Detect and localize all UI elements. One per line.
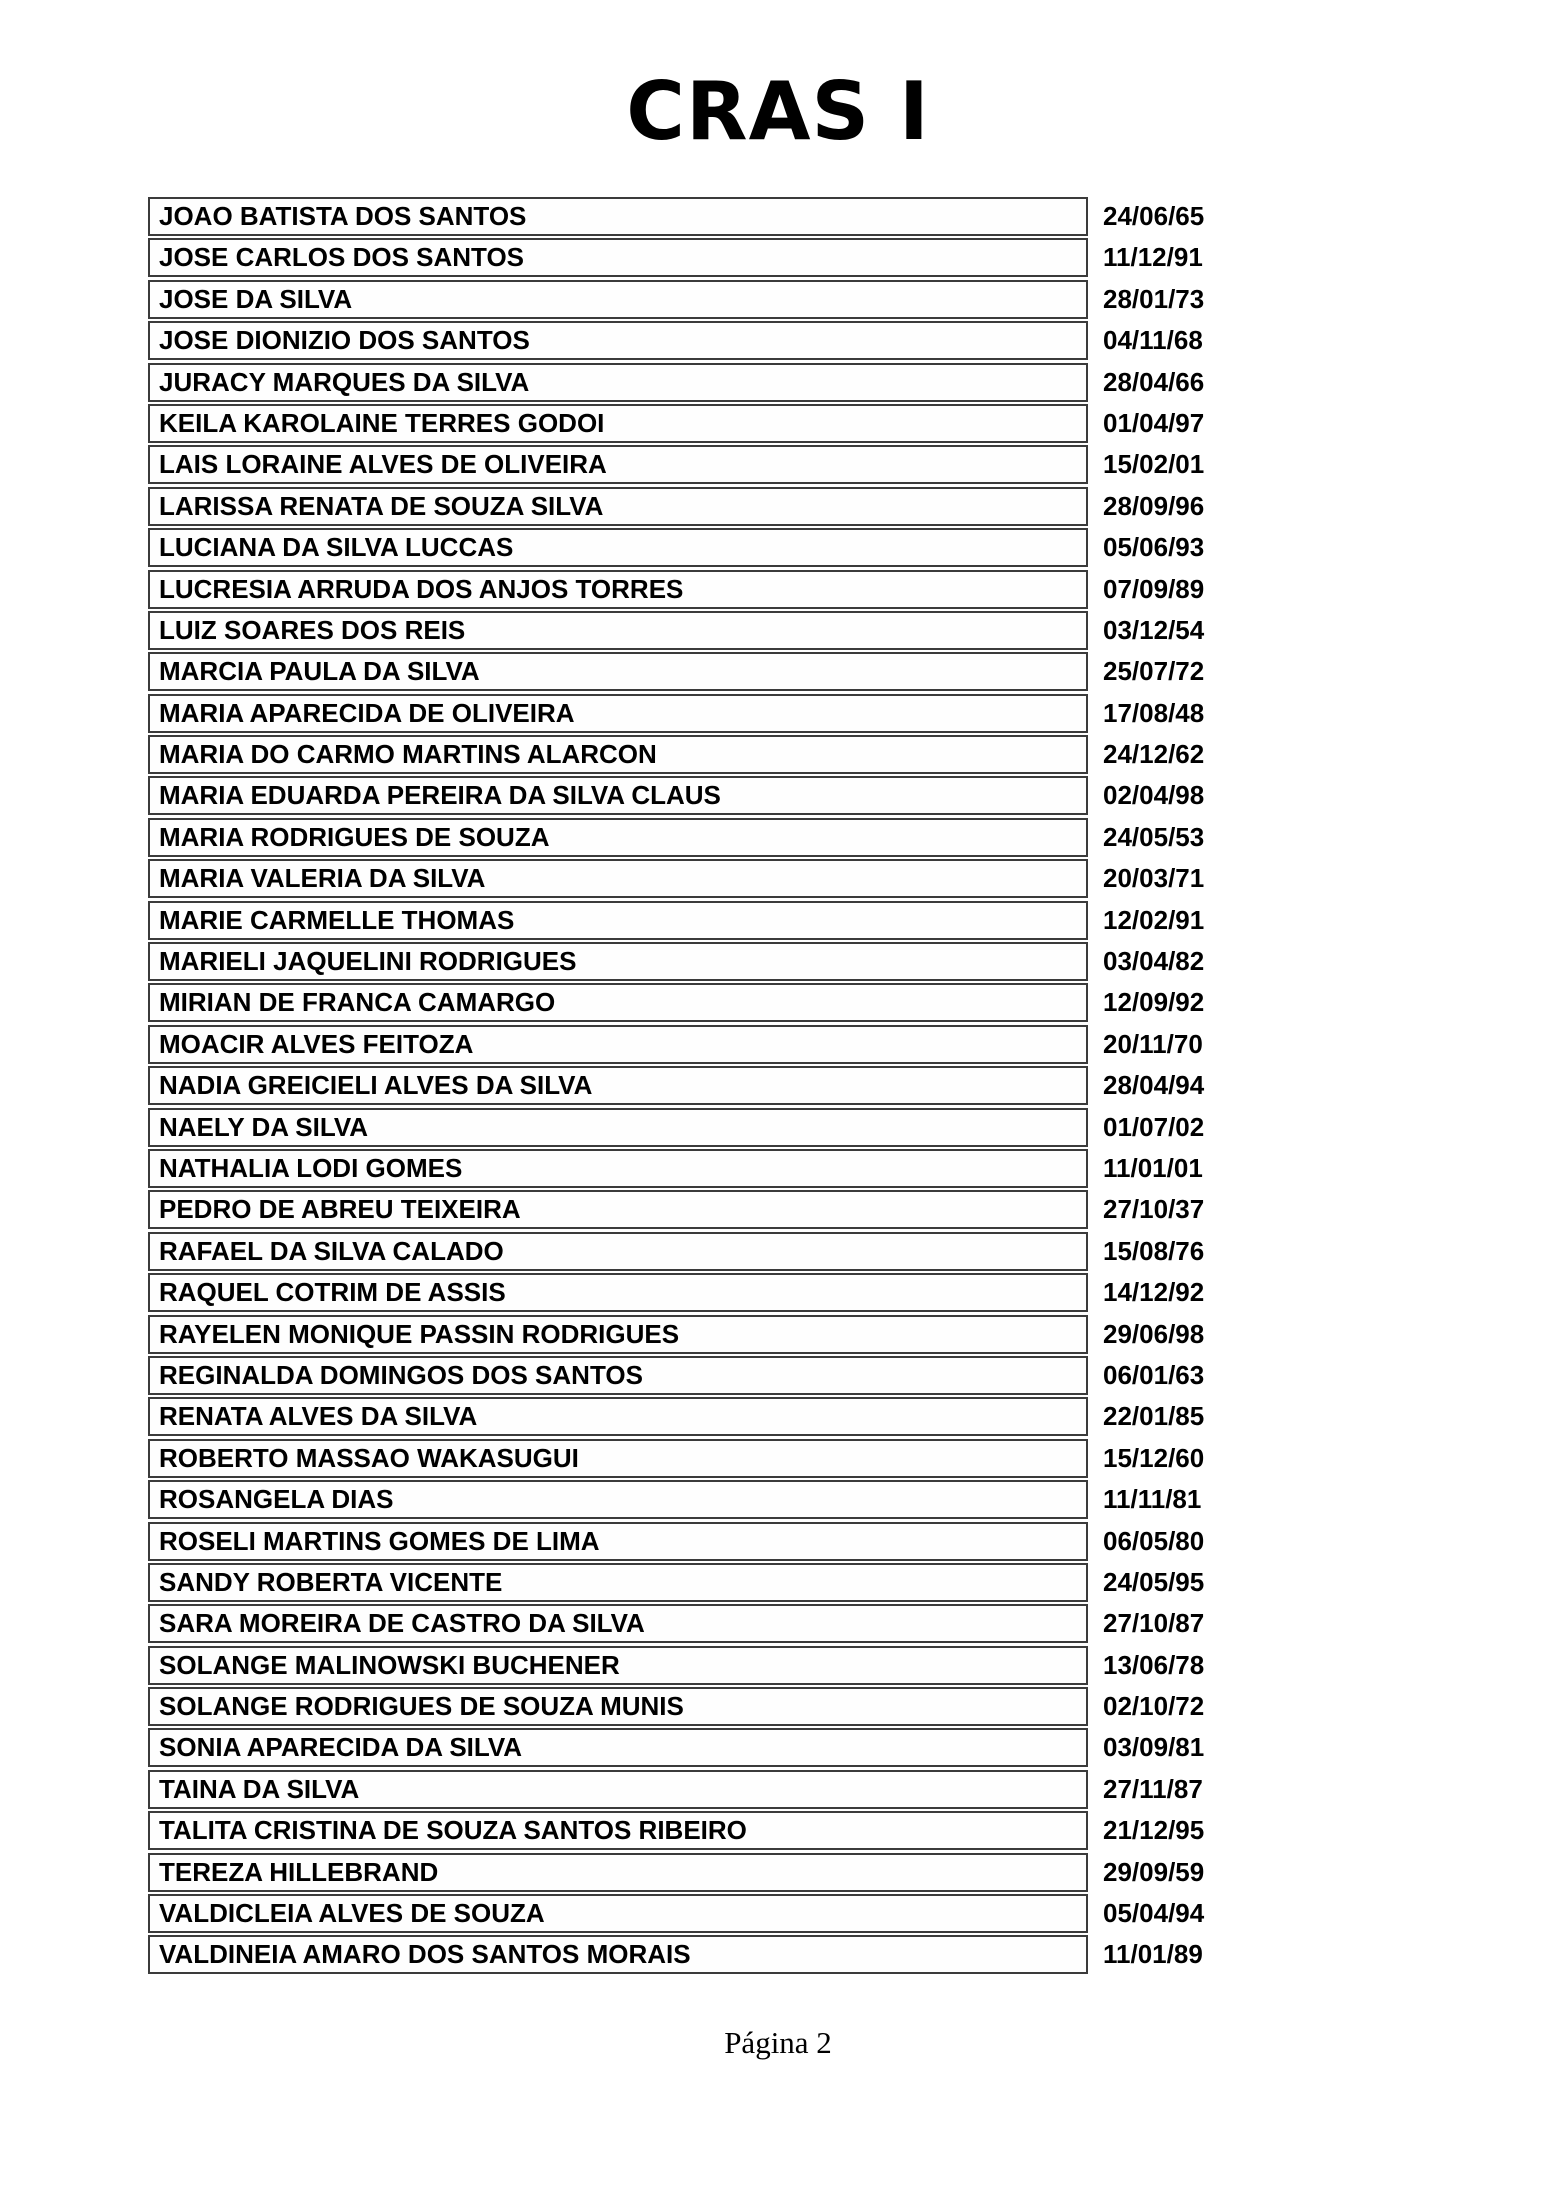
row-name: TALITA CRISTINA DE SOUZA SANTOS RIBEIRO <box>148 1811 1088 1850</box>
row-name: JOAO BATISTA DOS SANTOS <box>148 197 1088 236</box>
row-name: NAELY DA SILVA <box>148 1108 1088 1147</box>
row-date: 15/08/76 <box>1103 1235 1205 1266</box>
row-name: MIRIAN DE FRANCA CAMARGO <box>148 983 1088 1022</box>
table-row <box>148 1853 1258 1892</box>
table-row <box>148 983 1258 1022</box>
row-name: VALDICLEIA ALVES DE SOUZA <box>148 1894 1088 1933</box>
table-row <box>148 1522 1258 1561</box>
row-date: 24/05/95 <box>1103 1566 1205 1597</box>
row-name: JOSE CARLOS DOS SANTOS <box>148 238 1088 277</box>
row-name: LUIZ SOARES DOS REIS <box>148 611 1088 650</box>
table-row <box>148 1356 1258 1395</box>
row-date: 27/11/87 <box>1103 1773 1203 1804</box>
table-row <box>148 694 1258 733</box>
table-row <box>148 1397 1258 1436</box>
table-row <box>148 404 1258 443</box>
row-date: 01/04/97 <box>1103 407 1205 438</box>
row-name: REGINALDA DOMINGOS DOS SANTOS <box>148 1356 1088 1395</box>
row-name: NATHALIA LODI GOMES <box>148 1149 1088 1188</box>
row-date: 05/04/94 <box>1103 1898 1205 1929</box>
row-name: RAYELEN MONIQUE PASSIN RODRIGUES <box>148 1315 1088 1354</box>
row-name: RAQUEL COTRIM DE ASSIS <box>148 1273 1088 1312</box>
table-row <box>148 487 1258 526</box>
row-date: 27/10/37 <box>1103 1194 1205 1225</box>
row-name: ROBERTO MASSAO WAKASUGUI <box>148 1439 1088 1478</box>
row-date: 13/06/78 <box>1103 1649 1205 1680</box>
row-name: NADIA GREICIELI ALVES DA SILVA <box>148 1066 1088 1105</box>
table-row <box>148 321 1258 360</box>
row-date: 11/12/91 <box>1103 242 1203 273</box>
table-row <box>148 735 1258 774</box>
row-name: MARIA DO CARMO MARTINS ALARCON <box>148 735 1088 774</box>
row-name: MARIA VALERIA DA SILVA <box>148 859 1088 898</box>
row-date: 28/04/94 <box>1103 1070 1205 1101</box>
page-title: CRAS I <box>626 65 930 158</box>
row-name: LAIS LORAINE ALVES DE OLIVEIRA <box>148 445 1088 484</box>
row-name: MARIA EDUARDA PEREIRA DA SILVA CLAUS <box>148 776 1088 815</box>
table-row <box>148 1563 1258 1602</box>
row-name: RENATA ALVES DA SILVA <box>148 1397 1088 1436</box>
table-row <box>148 1935 1258 1974</box>
row-date: 14/12/92 <box>1103 1277 1205 1308</box>
row-date: 20/03/71 <box>1103 863 1205 894</box>
table-row <box>148 1770 1258 1809</box>
table-row <box>148 1025 1258 1064</box>
table-row <box>148 1480 1258 1519</box>
row-date: 04/11/68 <box>1103 325 1203 356</box>
table-row <box>148 1315 1258 1354</box>
table-row <box>148 1646 1258 1685</box>
row-date: 03/09/81 <box>1103 1732 1205 1763</box>
row-date: 11/01/01 <box>1103 1152 1203 1183</box>
row-date: 12/09/92 <box>1103 987 1205 1018</box>
row-date: 22/01/85 <box>1103 1401 1205 1432</box>
table-row <box>148 1894 1258 1933</box>
row-date: 28/09/96 <box>1103 490 1205 521</box>
table-row <box>148 1728 1258 1767</box>
row-date: 01/07/02 <box>1103 1111 1205 1142</box>
row-date: 02/04/98 <box>1103 780 1205 811</box>
row-name: MARIA RODRIGUES DE SOUZA <box>148 818 1088 857</box>
row-date: 20/11/70 <box>1103 1028 1203 1059</box>
table-row <box>148 776 1258 815</box>
row-name: JURACY MARQUES DA SILVA <box>148 363 1088 402</box>
row-name: JOSE DA SILVA <box>148 280 1088 319</box>
row-name: TEREZA HILLEBRAND <box>148 1853 1088 1892</box>
row-name: VALDINEIA AMARO DOS SANTOS MORAIS <box>148 1935 1088 1974</box>
row-name: ROSANGELA DIAS <box>148 1480 1088 1519</box>
row-name: TAINA DA SILVA <box>148 1770 1088 1809</box>
table-row <box>148 528 1258 567</box>
row-name: MARIELI JAQUELINI RODRIGUES <box>148 942 1088 981</box>
row-name: MARCIA PAULA DA SILVA <box>148 652 1088 691</box>
table-row <box>148 1232 1258 1271</box>
table-row <box>148 445 1258 484</box>
table-row <box>148 197 1258 236</box>
table-row <box>148 1190 1258 1229</box>
row-date: 24/12/62 <box>1103 739 1205 770</box>
row-date: 17/08/48 <box>1103 697 1205 728</box>
table-row <box>148 570 1258 609</box>
row-name: MARIA APARECIDA DE OLIVEIRA <box>148 694 1088 733</box>
row-date: 24/06/65 <box>1103 201 1205 231</box>
row-name: LARISSA RENATA DE SOUZA SILVA <box>148 487 1088 526</box>
row-date: 15/12/60 <box>1103 1442 1205 1473</box>
table-row <box>148 1687 1258 1726</box>
row-name: PEDRO DE ABREU TEIXEIRA <box>148 1190 1088 1229</box>
row-date: 12/02/91 <box>1103 904 1205 935</box>
row-date: 29/09/59 <box>1103 1856 1205 1887</box>
row-date: 03/04/82 <box>1103 946 1205 977</box>
row-date: 06/05/80 <box>1103 1525 1205 1556</box>
table-row <box>148 363 1258 402</box>
row-date: 05/06/93 <box>1103 532 1205 563</box>
table-row <box>148 942 1258 981</box>
table-row <box>148 1066 1258 1105</box>
row-name: SOLANGE MALINOWSKI BUCHENER <box>148 1646 1088 1685</box>
row-name: SONIA APARECIDA DA SILVA <box>148 1728 1088 1767</box>
row-name: JOSE DIONIZIO DOS SANTOS <box>148 321 1088 360</box>
row-date: 11/01/89 <box>1103 1939 1203 1970</box>
table-row <box>148 1604 1258 1643</box>
row-name: LUCIANA DA SILVA LUCCAS <box>148 528 1088 567</box>
row-date: 29/06/98 <box>1103 1318 1205 1349</box>
table-row <box>148 611 1258 650</box>
table-row <box>148 1439 1258 1478</box>
table-row <box>148 818 1258 857</box>
row-name: KEILA KAROLAINE TERRES GODOI <box>148 404 1088 443</box>
row-name: SOLANGE RODRIGUES DE SOUZA MUNIS <box>148 1687 1088 1726</box>
row-date: 21/12/95 <box>1103 1815 1205 1846</box>
row-date: 15/02/01 <box>1103 449 1205 480</box>
row-date: 06/01/63 <box>1103 1359 1205 1390</box>
row-name: SARA MOREIRA DE CASTRO DA SILVA <box>148 1604 1088 1643</box>
row-date: 28/04/66 <box>1103 366 1205 397</box>
table-row <box>148 652 1258 691</box>
row-date: 24/05/53 <box>1103 821 1205 852</box>
table-row <box>148 1149 1258 1188</box>
table-row <box>148 901 1258 940</box>
table-row <box>148 1273 1258 1312</box>
row-name: LUCRESIA ARRUDA DOS ANJOS TORRES <box>148 570 1088 609</box>
table-row <box>148 859 1258 898</box>
row-date: 27/10/87 <box>1103 1608 1205 1639</box>
row-date: 03/12/54 <box>1103 614 1205 645</box>
row-date: 25/07/72 <box>1103 656 1205 687</box>
row-date: 02/10/72 <box>1103 1691 1205 1722</box>
table-row <box>148 1811 1258 1850</box>
table-row <box>148 238 1258 277</box>
row-name: ROSELI MARTINS GOMES DE LIMA <box>148 1522 1088 1561</box>
row-name: MOACIR ALVES FEITOZA <box>148 1025 1088 1064</box>
page-number: Página 2 <box>724 2025 832 2060</box>
row-date: 07/09/89 <box>1103 573 1205 604</box>
row-name: MARIE CARMELLE THOMAS <box>148 901 1088 940</box>
row-name: RAFAEL DA SILVA CALADO <box>148 1232 1088 1271</box>
table-row <box>148 1108 1258 1147</box>
row-date: 28/01/73 <box>1103 283 1205 314</box>
roster-table <box>148 197 1258 1977</box>
row-name: SANDY ROBERTA VICENTE <box>148 1563 1088 1602</box>
row-date: 11/11/81 <box>1103 1484 1202 1515</box>
table-row <box>148 280 1258 319</box>
